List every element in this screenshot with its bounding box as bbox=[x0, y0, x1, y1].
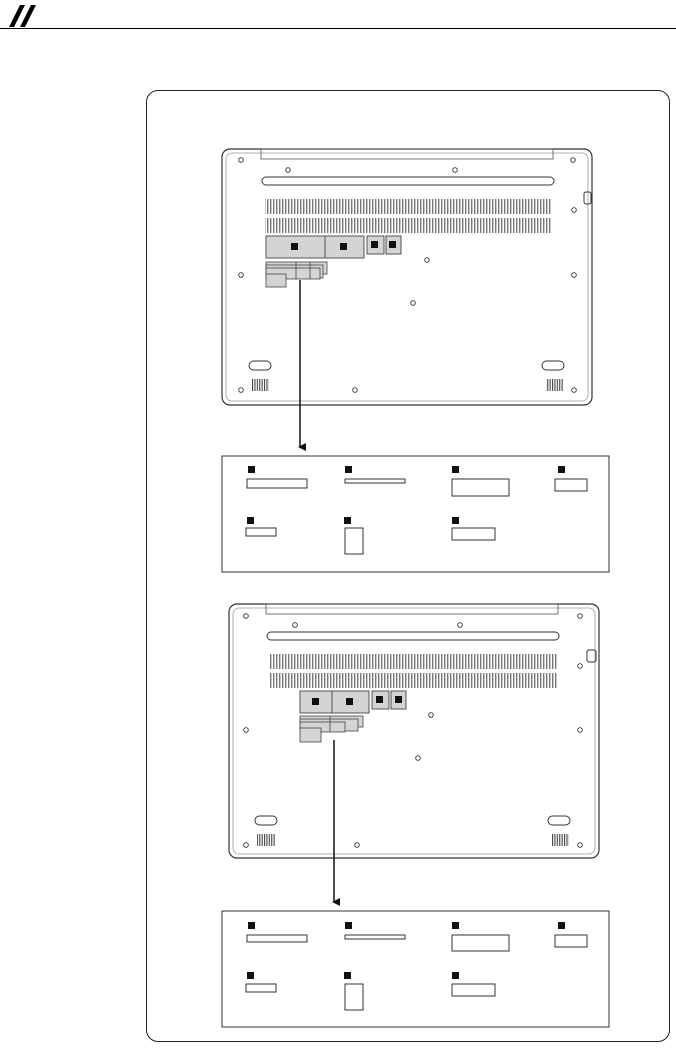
speaker-grille-right bbox=[546, 379, 564, 391]
label-outlines bbox=[246, 479, 587, 554]
vent-grille-top bbox=[265, 199, 551, 214]
hinge-strip bbox=[266, 604, 558, 614]
label-markers bbox=[247, 922, 565, 979]
label-panel-lower bbox=[222, 911, 609, 1027]
screw-holes bbox=[244, 614, 583, 848]
speaker-grille-left bbox=[257, 834, 275, 846]
vent-grille-top bbox=[270, 654, 557, 669]
foot-right bbox=[548, 816, 570, 825]
foot-left bbox=[249, 361, 271, 370]
speaker-grille-right bbox=[551, 834, 569, 846]
label-markers bbox=[247, 466, 565, 524]
vent-grille-bottom bbox=[265, 218, 551, 233]
label-panel-frame bbox=[222, 911, 609, 1027]
label-outlines bbox=[246, 935, 587, 1010]
laptop-outline bbox=[229, 604, 599, 858]
hinge-strip bbox=[261, 149, 553, 159]
laptop-bottom-lower bbox=[229, 604, 599, 858]
vent-grille-bottom bbox=[270, 673, 557, 688]
foot-left bbox=[255, 816, 277, 825]
label-panel-frame bbox=[222, 456, 609, 572]
speaker-grille-left bbox=[251, 379, 269, 391]
rubber-foot-strip bbox=[267, 632, 559, 640]
rubber-foot-strip bbox=[262, 177, 554, 185]
lock-slot bbox=[584, 192, 591, 204]
label-panel-upper bbox=[222, 456, 609, 572]
foot-right bbox=[542, 361, 564, 370]
laptop-bottom-upper bbox=[222, 149, 592, 405]
label-cluster bbox=[266, 236, 401, 287]
label-cluster bbox=[300, 691, 406, 742]
